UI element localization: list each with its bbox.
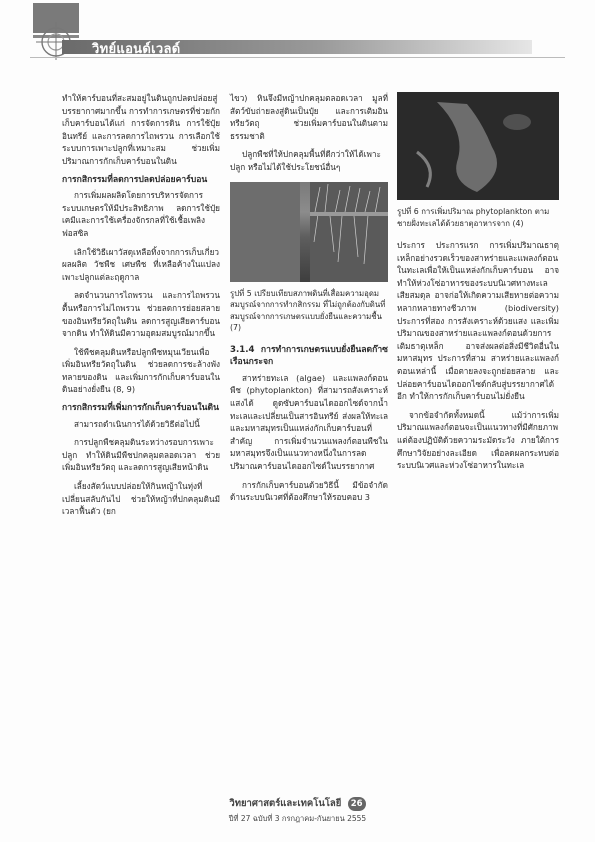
plankton-satellite-illustration <box>397 92 559 200</box>
header-divider <box>30 57 565 58</box>
soil-photo <box>230 182 388 282</box>
column-1 <box>62 92 220 524</box>
journal-title: วิทยาศาสตร์และเทคโนโลยี <box>229 798 342 809</box>
paragraph: ปลูกพืชที่ให้ปกคลุมพื้นที่ดีกว่าให้ได้เพาะปลูก หรือไม่ได้ใช้ประโยชน์อื่นๆ <box>230 149 381 172</box>
paragraph: ลดจำนวนการไถพรวน และการไถพรวนตื้นหรือการไม่ไถพรวน ช่วยลดการย่อยสลายของอินทรียวัตถุในดิน ลดการสูญเสียคาร์บอนจากดิน ทำให้ดินมีความอุดมสมบูรณ์มากขึ้น <box>62 290 220 339</box>
column-2 <box>230 92 388 510</box>
figure-caption: รูปที่ 5 เปรียบเทียบสภาพดินที่เสื่อมความอุดมสมบูรณ์จากการทำกสิกรรม ที่ไม่ถูกต้องกับดินที่สมบูรณ์จากการเกษตรแบบยั่งยืนและความชื้น (7) <box>230 288 386 333</box>
paragraph: เลิกใช้วิธีเผาวัสดุเหลือทิ้งจากการเก็บเกี่ยวผลผลิต วัชพืช เศษพืช ที่เหลือค้างในแปลงเพาะปลูกแต่ละฤดูกาล <box>62 246 220 282</box>
paragraph: สามารถดำเนินการได้ด้วยวิธีต่อไปนี้ <box>74 418 200 429</box>
page-header <box>30 0 565 60</box>
soil-roots-illustration <box>230 182 388 282</box>
plankton-photo <box>397 92 559 200</box>
paragraph: สาหร่ายทะเล (algae) และแพลงก์ตอนพืช (phytoplankton) ที่สามารถสังเคราะห์แสงได้ ดูดซับคาร์บอนไดออกไซด์จากน้ำทะเลและเปลี่ยนเป็นสารอินทรีย์ ส่งผลให้ทะเลและมหาสมุทรเป็นแหล่งกักเก็บคาร์บอนที่สำคัญ การเพิ่มจำนวนแพลงก์ตอนพืชในมหาสมุทรจึงเป็นแนวทางหนึ่งในการลดปริมาณคาร์บอนไดออกไซด์ในบรรยากาศ <box>230 372 388 471</box>
issue-info: ปีที่ 27 ฉบับที่ 3 กรกฎาคม-กันยายน 2555 <box>228 814 367 823</box>
paragraph: การเพิ่มผลผลิตโดยการบริหารจัดการระบบเกษตรให้มีประสิทธิภาพ ลดการใช้ปุ๋ยเคมีและการใช้เครื่องจักรกลที่ใช้เชื้อเพลิงฟอสซิล <box>62 190 220 238</box>
paragraph: เลี้ยงสัตว์แบบปล่อยให้กินหญ้าในทุ่งที่เปลี่ยนสลับกันไป ช่วยให้หญ้าที่ปกคลุมดินมีเวลาฟื้นตัว (ยก <box>62 481 220 517</box>
page-footer <box>0 796 595 825</box>
paragraph: ใช้พืชคลุมดินหรือปลูกพืชหมุนเวียนเพื่อเพิ่มอินทรียวัตถุในดิน ช่วยลดการชะล้างพังทลายของดิน และเพิ่มการกักเก็บคาร์บอนในดินอย่างยั่งยืน (8, 9) <box>62 346 220 395</box>
section-heading: 3.1.4 การทำการเกษตรแบบยั่งยืนลดก๊าซเรือนกระจก <box>230 344 388 368</box>
paragraph: การกักเก็บคาร์บอนด้วยวิธีนี้ มีข้อจำกัดด้านระบบนิเวศที่ต้องศึกษาให้รอบคอบ 3 <box>230 479 388 503</box>
section-title: วิทย์แอนด์เวลด์ <box>92 42 181 57</box>
paragraph: จากข้อจำกัดทั้งหมดนี้ แม้ว่าการเพิ่มปริมาณแพลงก์ตอนจะเป็นแนวทางที่มีศักยภาพ แต่ต้องปฏิบัติด้วยความระมัดระวัง ภายใต้การศึกษาวิจัยอย่างละเอียด เพื่อลดผลกระทบต่อระบบนิเวศและห่วงโซ่อาหารในทะเล <box>397 409 559 471</box>
paragraph: การปลูกพืชคลุมดินระหว่างรอบการเพาะปลูก ทำให้ดินมีพืชปกคลุมตลอดเวลา ช่วยเพิ่มอินทรียวัตถุ และลดการสูญเสียหน้าดิน <box>62 437 220 473</box>
section-heading: การกสิกรรมที่ลดการปลดปล่อยคาร์บอน <box>62 174 208 185</box>
paragraph: ทำให้คาร์บอนที่สะสมอยู่ในดินถูกปลดปล่อยสู่บรรยากาศมากขึ้น การทำการเกษตรที่ช่วยกักเก็บคาร์บอนได้แก่ การจัดการดิน การใช้ปุ๋ยอินทรีย์ และการลดการไถพรวน การเลือกใช้ระบบการเพาะปลูกที่เหมาะสม ช่วยเพิ่มปริมาณการกักเก็บคาร์บอนในดิน <box>62 93 220 166</box>
paragraph: ไขว) หินจึงมีหญ้าปกคลุมตลอดเวลา มูลที่สัตว์ขับถ่ายลงสู่ดินเป็นปุ๋ย และการเติมอินทรียวัตถุ ช่วยเพิ่มคาร์บอนในดินตามธรรมชาติ <box>230 93 388 141</box>
column-3 <box>397 92 559 478</box>
page-number: 26 <box>348 797 366 811</box>
figure-caption: รูปที่ 6 การเพิ่มปริมาณ phytoplankton ตามชายฝั่งทะเลได้ด้วยธาตุอาหารจาก (4) <box>397 207 550 228</box>
section-heading: การกสิกรรมที่เพิ่มการกักเก็บคาร์บอนในดิน <box>62 403 219 414</box>
journal-line <box>0 796 595 811</box>
paragraph: ประการ ประการแรก การเพิ่มปริมาณธาตุเหล็กอย่างรวดเร็วของสาหร่ายและแพลงก์ตอนในทะเลเพื่อให้เป็นแหล่งกักเก็บคาร์บอน อาจทำให้ห่วงโซ่อาหารของระบบนิเวศทางทะเลเสียสมดุล อาจก่อให้เกิดความเสียหายต่อความหลากหลายทางชีวภาพ (biodiversity) ประการที่สอง การสังเคราะห์ด้วยแสง และเพิ่มปริมาณของสาหร่ายและแพลงก์ตอนด้วยการเติมธาตุเหล็ก อาจส่งผลต่อสิ่งมีชีวิตอื่นในมหาสมุทร ประการที่สาม สาหร่ายและแพลงก์ตอนเหล่านี้ เมื่อตายลงจะถูกย่อยสลาย และปล่อยคาร์บอนไดออกไซด์กลับสู่บรรยากาศได้อีก ทำให้การกักเก็บคาร์บอนไม่ยั่งยืน <box>397 240 559 402</box>
